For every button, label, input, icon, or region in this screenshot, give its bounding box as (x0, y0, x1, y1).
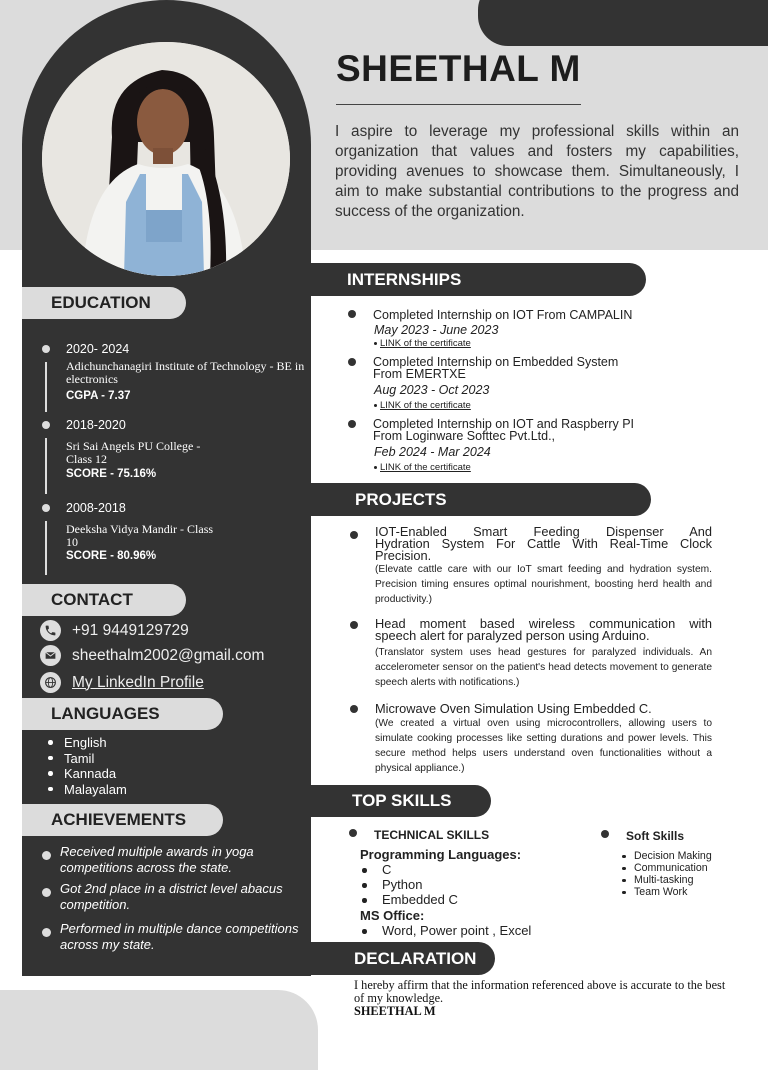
corner-decoration (478, 0, 768, 46)
education-heading (22, 287, 186, 319)
certificate-link[interactable]: LINK of the certificate (380, 462, 471, 473)
contact-heading (22, 584, 186, 616)
list-item: Tamil (48, 751, 127, 767)
bullet (348, 310, 356, 318)
education-heading-label: EDUCATION (51, 293, 151, 312)
education-score: SCORE - 75.16% (66, 468, 157, 480)
top-skills-heading-label: TOP SKILLS (352, 791, 452, 810)
list-item: Communication (622, 862, 712, 874)
contact-email[interactable] (40, 645, 264, 666)
education-institution: Deeksha Vidya Mandir - Class 10 (66, 522, 214, 549)
list-item: Word, Power point , Excel (362, 923, 531, 938)
bullet (42, 851, 51, 860)
globe-icon (40, 672, 61, 693)
bullet (42, 888, 51, 897)
timeline-line (45, 521, 47, 575)
education-entry (42, 342, 312, 414)
contact-linkedin[interactable] (40, 672, 204, 693)
phone-number: +91 9449129729 (72, 621, 189, 639)
projects-heading (311, 483, 651, 516)
ms-office-list (362, 923, 531, 938)
achievements-heading-label: ACHIEVEMENTS (51, 810, 187, 829)
phone-icon (40, 620, 61, 641)
email-address: sheethalm2002@gmail.com (72, 646, 265, 664)
education-institution: Sri Sai Angels PU College - Class 12 (66, 439, 201, 466)
list-item: Decision Making (622, 850, 712, 862)
bullet (601, 830, 609, 838)
list-item: C (362, 862, 458, 877)
timeline-line (45, 438, 47, 494)
project-title: Microwave Oven Simulation Using Embedded C. (375, 701, 652, 716)
contact-phone[interactable] (40, 620, 189, 641)
declaration-heading-label: DECLARATION (354, 948, 477, 968)
soft-skills-heading: Soft Skills (626, 829, 685, 843)
internship-title-line2: From EMERTXE (373, 367, 466, 381)
list-item: Embedded C (362, 892, 458, 907)
list-item: Python (362, 877, 458, 892)
project-title-line3: Precision. (375, 548, 432, 563)
internship-title: Completed Internship on IOT From CAMPALIN (373, 308, 633, 322)
internships-heading (311, 263, 646, 296)
bullet (349, 829, 357, 837)
timeline-dot (42, 345, 50, 353)
list-item: Team Work (622, 886, 712, 898)
education-institution: Adichunchanagiri Institute of Technology - BE in electronics (66, 359, 305, 386)
achievement-item: Received multiple awards in yoga competitions across the state. (42, 844, 304, 875)
list-item: English (48, 735, 127, 751)
education-years: 2020- 2024 (66, 342, 130, 356)
soft-skills-list (622, 850, 712, 898)
languages-list (48, 735, 127, 797)
achievements-heading (22, 804, 223, 836)
internship-date: May 2023 - June 2023 (374, 323, 499, 337)
achievement-item: Performed in multiple dance competitions across my state. (42, 921, 304, 952)
project-title: IOT-Enabled Smart Feeding Dispenser And (375, 524, 712, 539)
internship-title: Completed Internship on IOT and Raspberry PI (373, 417, 635, 431)
project-description: (We created a virtual oven using microcontrollers, allowing users to simulate cooking processes like setting durations and power levels. This secure method helps users understand oven functionalities without a physical appliance.) (375, 718, 712, 774)
project-title: Head moment based wireless communication with (375, 616, 712, 631)
education-years: 2008-2018 (66, 501, 126, 515)
timeline-dot (42, 421, 50, 429)
certificate-link[interactable]: LINK of the certificate (380, 338, 471, 349)
education-score: CGPA - 7.37 (66, 390, 131, 402)
declaration-text (354, 979, 734, 1018)
project-description: (Translator system uses head gestures for paralyzed individuals. An accelerometer sensor on the patient's head detects movement to generate speech alerts with notifications.) (375, 647, 712, 688)
internship-date: Aug 2023 - Oct 2023 (374, 383, 490, 397)
languages-heading (22, 698, 223, 730)
education-years: 2018-2020 (66, 418, 126, 432)
education-score: SCORE - 80.96% (66, 550, 157, 562)
footer-decoration (0, 990, 318, 1070)
project-title-line2: Hydration System For Cattle With Real-Time Clock (375, 536, 712, 551)
declaration-heading (311, 942, 495, 975)
ms-office-heading: MS Office: (360, 908, 425, 923)
programming-list (362, 862, 458, 907)
list-item: Kannada (48, 766, 127, 782)
projects-heading-label: PROJECTS (355, 489, 447, 509)
declaration-signature: SHEETHAL M (354, 1004, 436, 1018)
internship-title-line2: From Loginware Softtec Pvt.Ltd., (373, 429, 556, 443)
education-entry (42, 418, 312, 494)
certificate-link[interactable]: LINK of the certificate (380, 400, 471, 411)
bullet (42, 928, 51, 937)
timeline-dot (42, 504, 50, 512)
internships-heading-label: INTERNSHIPS (347, 269, 462, 289)
programming-heading: Programming Languages: (360, 847, 522, 862)
profile-photo (42, 42, 290, 276)
bullet (350, 621, 358, 629)
mail-icon (40, 645, 61, 666)
list-item: Malayalam (48, 782, 127, 798)
career-objective: I aspire to leverage my professional skills within an organization that values and fosters my capabilities, providing avenues to showcase them. Simultaneously, I aim to make substantial contributions to the progress and success of the organization. (335, 123, 739, 220)
internship-title: Completed Internship on Embedded System (373, 355, 619, 369)
internship-date: Feb 2024 - Mar 2024 (374, 445, 491, 459)
list-item: Multi-tasking (622, 874, 712, 886)
name-divider (336, 104, 581, 105)
bullet (348, 358, 356, 366)
declaration-statement: I hereby affirm that the information referenced above is accurate to the best of my knowledge. (354, 978, 726, 1005)
linkedin-link[interactable]: My LinkedIn Profile (72, 673, 204, 691)
bullet (350, 531, 358, 539)
education-entry (42, 501, 312, 577)
bullet (350, 705, 358, 713)
languages-heading-label: LANGUAGES (51, 704, 160, 723)
contact-heading-label: CONTACT (51, 590, 133, 609)
candidate-name: SHEETHAL M (336, 48, 581, 89)
technical-skills-heading: TECHNICAL SKILLS (374, 828, 490, 842)
project-description: (Elevate cattle care with our IoT smart feeding and hydration system. Precision timing ensures optimal nourishment, boosting herd health and productivity.) (375, 564, 712, 605)
bullet (348, 420, 356, 428)
timeline-line (45, 362, 47, 412)
project-title-line2: speech alert for paralyzed person using Arduino. (375, 628, 650, 643)
achievement-item: Got 2nd place in a district level abacus competition. (42, 881, 304, 912)
top-skills-heading (311, 785, 491, 817)
